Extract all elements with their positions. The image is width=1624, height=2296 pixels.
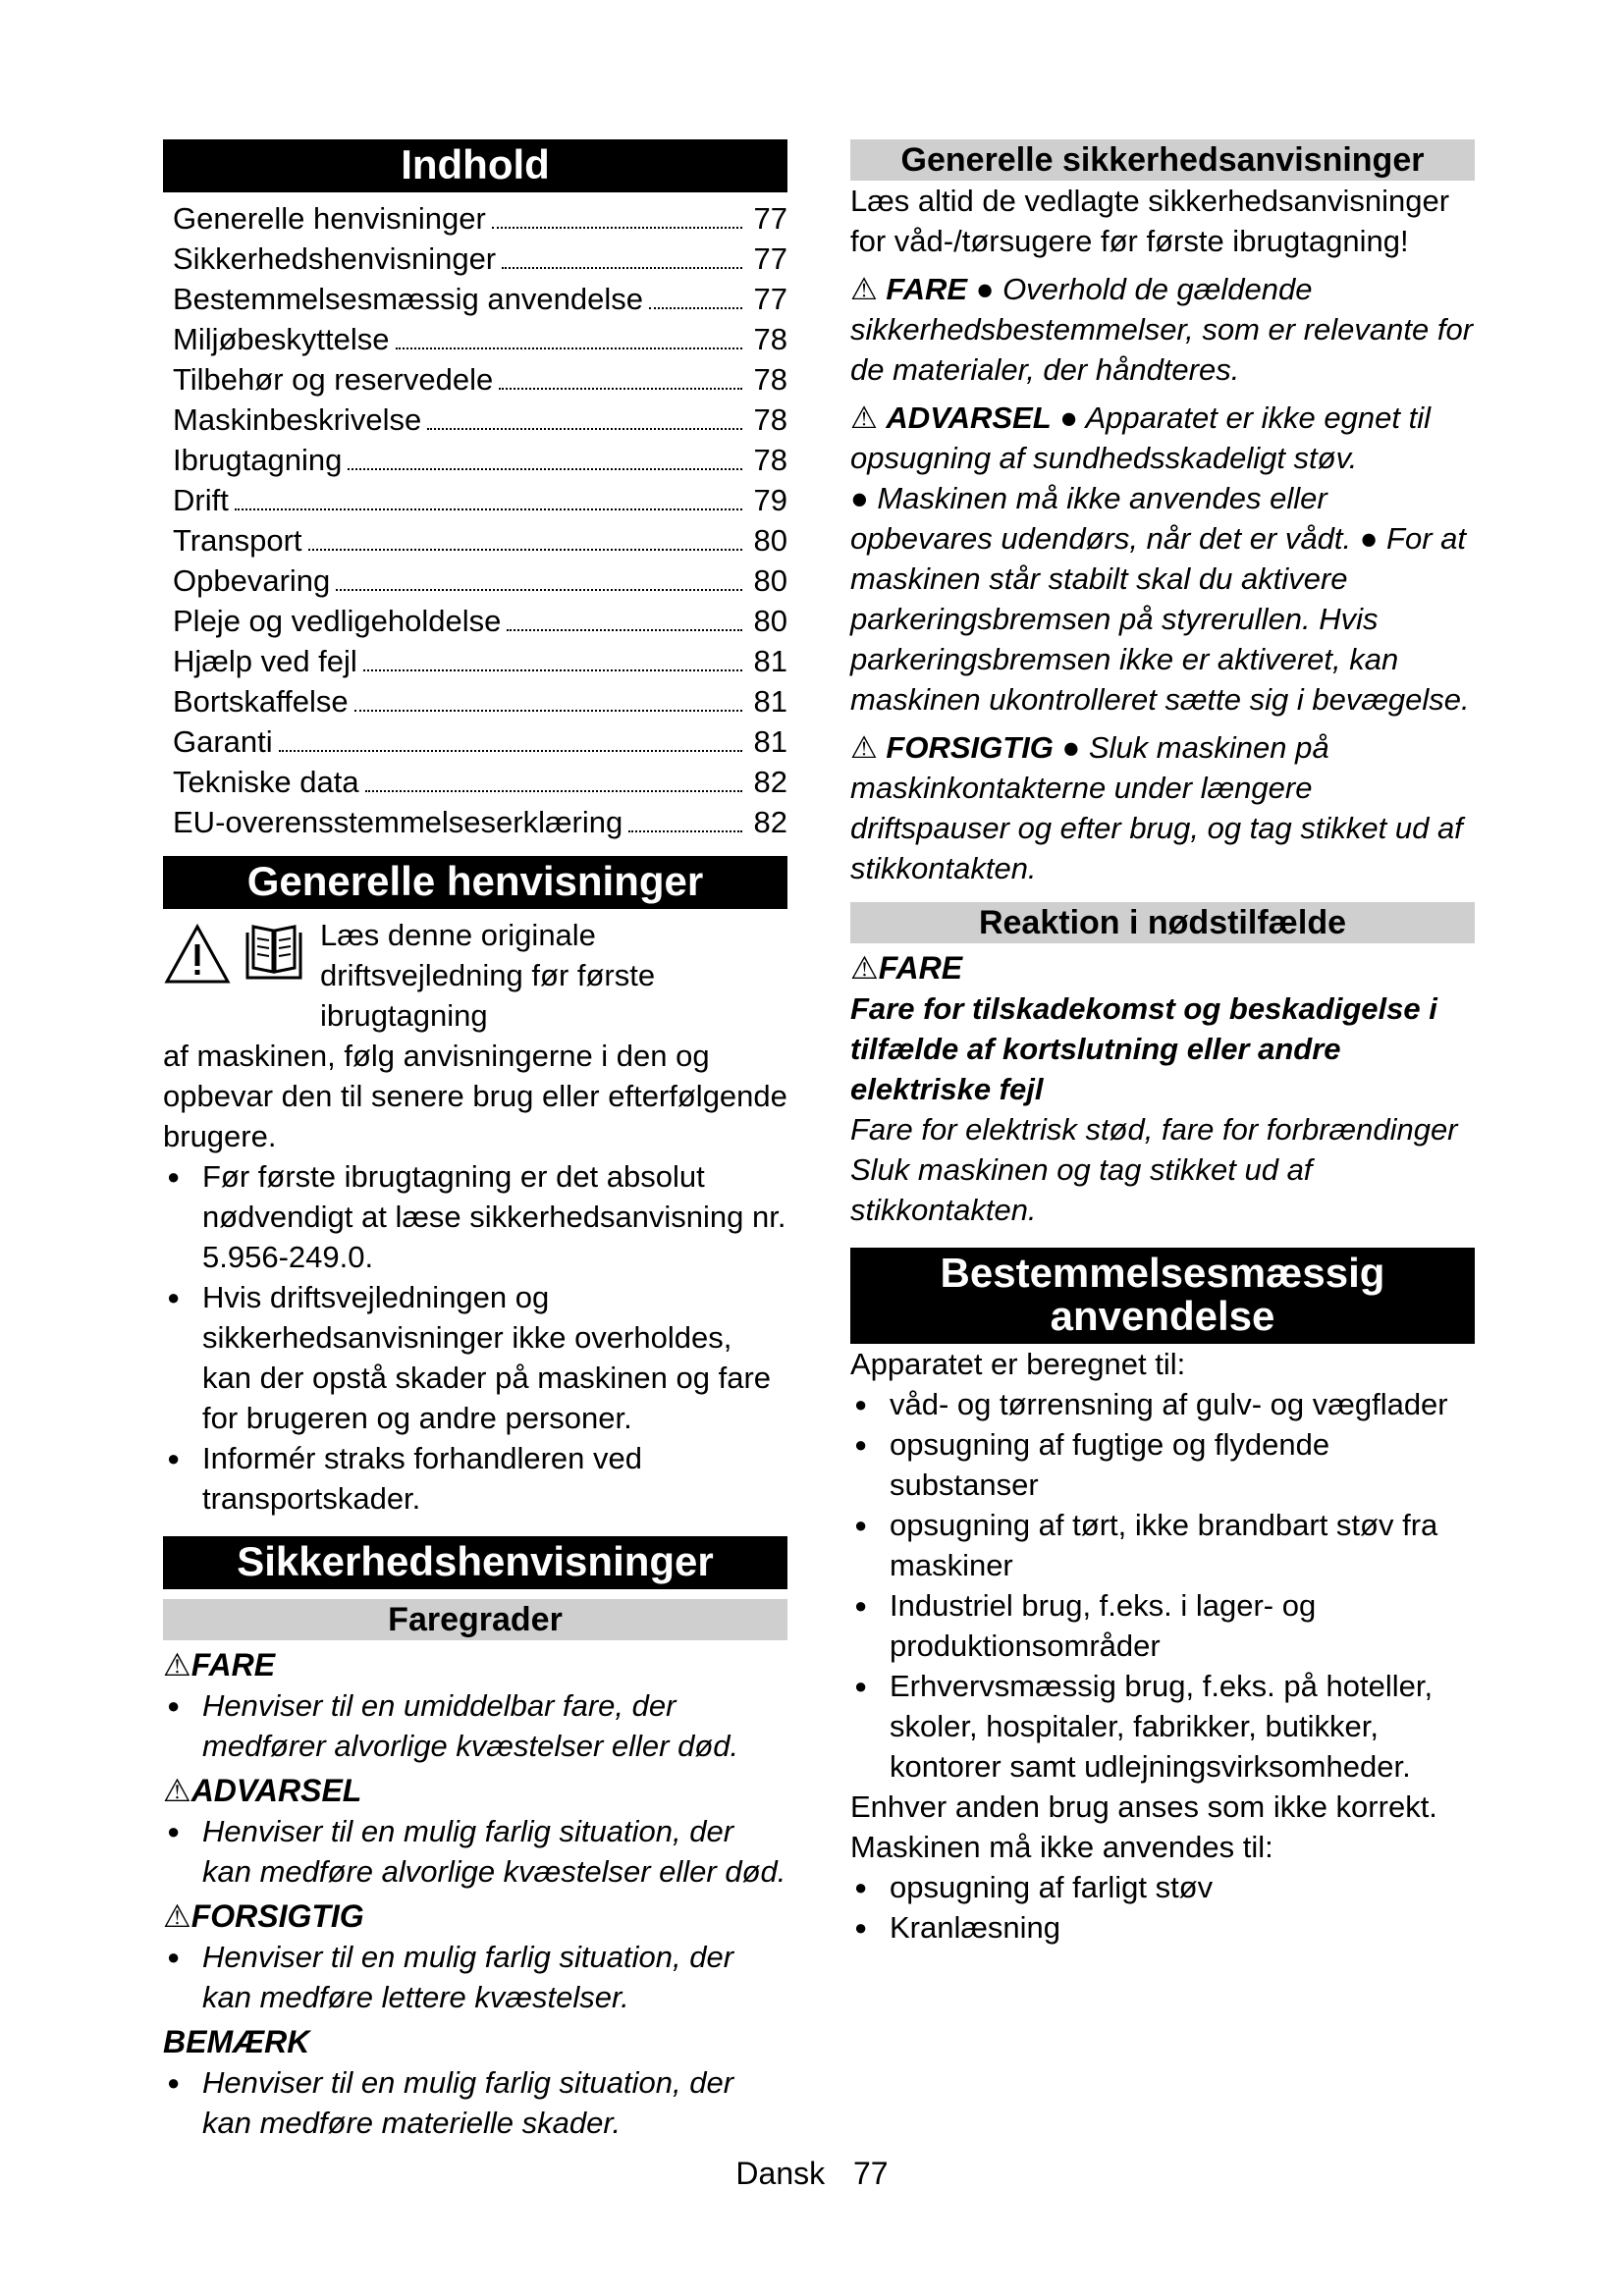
warning-icon: ⚠	[163, 1898, 191, 1934]
list-item: ● Erhvervsmæssig brug, f.eks. på hoteller, skoler, hospitaler, fabrikker, butikker, kontorer samt udlejningsvirksomheder.	[850, 1666, 1475, 1787]
general-bullets	[163, 1156, 787, 1519]
list-item: ● Kranlæsning	[850, 1907, 1475, 1948]
toc-item[interactable]: Generelle henvisninger 77	[173, 201, 787, 236]
warning-icon: ⚠	[850, 730, 878, 765]
manual-notice	[163, 915, 787, 1036]
toc-item[interactable]: Miljøbeskyttelse 78	[173, 322, 787, 356]
toc-item[interactable]: Sikkerhedshenvisninger 77	[173, 241, 787, 276]
hazard-levels-heading: Faregrader	[163, 1599, 787, 1640]
warning-icon: ⚠	[163, 1773, 191, 1808]
toc-item[interactable]: Pleje og vedligeholdelse 80	[173, 604, 787, 638]
manual-icons	[163, 923, 308, 986]
left-column	[163, 139, 787, 2143]
emergency-line-2: Sluk maskinen og tag stikket ud af stikkontakten.	[850, 1152, 1313, 1227]
toc-item[interactable]: Transport 80	[173, 523, 787, 558]
level-advarsel: ⚠ADVARSEL	[163, 1773, 362, 1808]
level-advarsel-text: ● Henviser til en mulig farlig situation, der kan medføre alvorlige kvæstelser eller død.	[163, 1811, 787, 1892]
not-use-bullets	[850, 1867, 1475, 1948]
manual-intro-rest: af maskinen, følg anvisningerne i den og opbevar den til senere brug eller efterfølgende brugere.	[163, 1039, 787, 1153]
level-bemaerk: BEMÆRK	[163, 2024, 310, 2059]
list-item: ● Hvis driftsvejledningen og sikkerhedsanvisninger ikke overholdes, kan der opstå skader på maskinen og fare for brugeren og andre personer.	[163, 1277, 787, 1438]
toc-item[interactable]: Drift 79	[173, 483, 787, 517]
toc-item[interactable]: Tilbehør og reservedele 78	[173, 362, 787, 397]
warning-icon: ⚠	[850, 272, 878, 306]
toc-item[interactable]: Tekniske data 82	[173, 765, 787, 799]
right-column	[850, 139, 1475, 1948]
emergency-bold-text: Fare for tilskadekomst og beskadigelse i tilfælde af kortslutning eller andre elektriske fejl	[850, 991, 1437, 1106]
toc-heading: Indhold	[163, 139, 787, 192]
general-heading: Generelle henvisninger	[163, 856, 787, 909]
list-item: ● Før første ibrugtagning er det absolut nødvendigt at læse sikkerhedsanvisning nr. 5.956-249.0.	[163, 1156, 787, 1277]
emergency-fare-label: ⚠FARE	[850, 950, 963, 986]
toc-item[interactable]: Ibrugtagning 78	[173, 443, 787, 477]
safety-heading: Sikkerhedshenvisninger	[163, 1536, 787, 1589]
list-item: ● opsugning af fugtige og flydende substanser	[850, 1424, 1475, 1505]
level-fare-text: ● Henviser til en umiddelbar fare, der medfører alvorlige kvæstelser eller død.	[163, 1685, 787, 1766]
emergency-heading: Reaktion i nødstilfælde	[850, 902, 1475, 943]
other-use-text: Enhver anden brug anses som ikke korrekt.	[850, 1789, 1437, 1824]
list-item: ● opsugning af farligt støv	[850, 1867, 1475, 1907]
not-use-intro: Maskinen må ikke anvendes til:	[850, 1830, 1273, 1864]
list-item: ● Industriel brug, f.eks. i lager- og produktionsområder	[850, 1585, 1475, 1666]
toc-item[interactable]: Maskinbeskrivelse 78	[173, 402, 787, 437]
level-bemaerk-text: ● Henviser til en mulig farlig situation, der kan medføre materielle skader.	[163, 2062, 787, 2143]
list-item: ● opsugning af tørt, ikke brandbart støv fra maskiner	[850, 1505, 1475, 1585]
toc-item[interactable]: Bortskaffelse 81	[173, 684, 787, 719]
intended-use-heading: Bestemmelsesmæssig anvendelse	[850, 1248, 1475, 1344]
general-safety-heading: Generelle sikkerhedsanvisninger	[850, 139, 1475, 181]
intended-use-bullets	[850, 1384, 1475, 1787]
warning-icon: ⚠	[850, 400, 878, 435]
toc-item[interactable]: Hjælp ved fejl 81	[173, 644, 787, 678]
toc-item[interactable]: EU-overensstemmelseserklæring 82	[173, 805, 787, 839]
manual-book-icon	[240, 923, 308, 986]
table-of-contents	[163, 198, 787, 842]
fare-paragraph: ⚠ FARE ● Overhold de gældende sikkerhedsbestemmelser, som er relevante for de materialer, der håndteres.	[850, 272, 1474, 387]
footer-language: Dansk	[735, 2156, 826, 2191]
toc-item[interactable]: Opbevaring 80	[173, 563, 787, 598]
page-footer	[0, 2156, 1624, 2192]
general-safety-intro: Læs altid de vedlagte sikkerhedsanvisninger for våd-/tørsugere før første ibrugtagning!	[850, 184, 1450, 258]
page-number: 77	[853, 2156, 889, 2191]
list-item: ● Informér straks forhandleren ved transportskader.	[163, 1438, 787, 1519]
emergency-line-1: Fare for elektrisk stød, fare for forbrændinger	[850, 1112, 1458, 1147]
advarsel-paragraph: ⚠ ADVARSEL ● Apparatet er ikke egnet til opsugning af sundhedsskadeligt støv. ● Maskinen må ikke anvendes eller opbevares udendørs, når det er vådt. ● For at maskinen står stabilt skal du aktivere parkeringsbremsen på styrerullen. Hvis parkeringsbremsen ikke er aktiveret, kan maskinen ukontrolleret sætte sig i bevægelse.	[850, 400, 1470, 717]
warning-triangle-icon	[163, 923, 232, 986]
forsigtig-paragraph: ⚠ FORSIGTIG ● Sluk maskinen på maskinkontakterne under længere driftspauser og efter brug, og tag stikket ud af stikkontakten.	[850, 730, 1463, 885]
warning-icon: ⚠	[163, 1647, 191, 1682]
toc-item[interactable]: Garanti 81	[173, 724, 787, 759]
manual-intro-first: Læs denne originale driftsvejledning før første ibrugtagning	[320, 918, 656, 1033]
list-item: ● våd- og tørrensning af gulv- og vægflader	[850, 1384, 1475, 1424]
level-forsigtig-text: ● Henviser til en mulig farlig situation, der kan medføre lettere kvæstelser.	[163, 1937, 787, 2017]
warning-icon: ⚠	[850, 950, 879, 986]
toc-item[interactable]: Bestemmelsesmæssig anvendelse 77	[173, 282, 787, 316]
level-forsigtig: ⚠FORSIGTIG	[163, 1898, 364, 1934]
intended-use-intro: Apparatet er beregnet til:	[850, 1347, 1186, 1381]
level-fare: ⚠FARE	[163, 1647, 276, 1682]
